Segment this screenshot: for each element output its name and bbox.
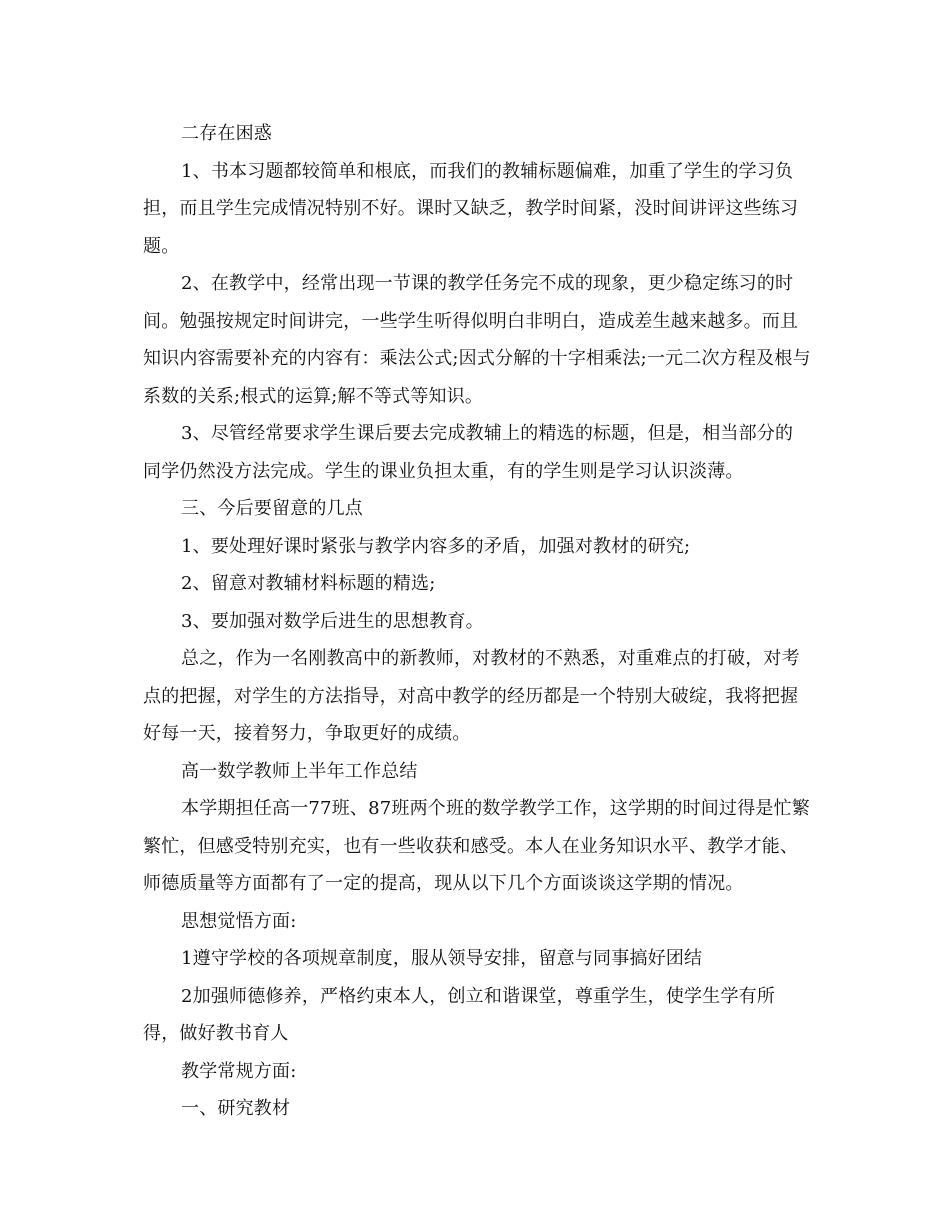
subsection-heading-study-materials: 一、研究教材 [181,1098,291,1119]
summary-paragraph: 总之，作为一名刚教高中的新教师，对教材的不熟悉，对重难点的打破，对考点的把握，对学生的方法指导，对高中教学的经历都是一个特别大破绽，我将把握好每一天，接着努力，争取更好的成绩。 [143,648,800,744]
section-heading-teaching-routine: 教学常规方面: [181,1060,297,1082]
section-heading-ideology: 思想觉悟方面: [181,910,297,932]
intro-paragraph: 本学期担任高一77班、87班两个班的数学教学工作，这学期的时间过得是忙繁繁忙，但感受特别充实，也有一些收获和感受。本人在业务知识水平、教学才能、师德质量等方面都有了一定的提高，现从以下几个方面谈谈这学期的情况。 [143,798,811,894]
paragraph-item-1: 1、书本习题都较简单和根底，而我们的教辅标题偏难，加重了学生的学习负担，而且学生完成情况特别不好。课时又缺乏，教学时间紧，没时间讲评这些练习题。 [143,160,799,257]
ideology-item-1: 1遵守学校的各项规章制度，服从领导安排，留意与同事搞好团结 [181,948,703,969]
note-item-2: 2、留意对教辅材料标题的精选; [181,573,436,594]
paragraph-item-2: 2、在教学中，经常出现一节课的教学任务完不成的现象，更少稳定练习的时间。勉强按规定时间讲完，一些学生听得似明白非明白，造成差生越来越多。而且知识内容需要补充的内容有：乘法公式;因式分解的十字相乘法;一元二次方程及根与系数的关系;根式的运算;解不等式等知识。 [143,273,811,407]
note-item-1: 1、要处理好课时紧张与教学内容多的矛盾，加强对教材的研究; [181,535,691,557]
article-title: 高一数学教师上半年工作总结 [181,760,418,782]
section-heading-future-notes: 三、今后要留意的几点 [181,498,363,519]
section-heading-confusion: 二存在困惑 [181,123,272,144]
note-item-3: 3、要加强对数学后进生的思想教育。 [181,610,484,632]
ideology-item-2: 2加强师德修养，严格约束本人，创立和谐课堂，尊重学生，使学生学有所得，做好教书育人 [143,985,776,1044]
document-body [143,115,811,1128]
paragraph-item-3: 3、尽管经常要求学生课后要去完成教辅上的精选的标题，但是，相当部分的同学仍然没方法完成。学生的课业负担太重，有的学生则是学习认识淡薄。 [143,423,794,482]
